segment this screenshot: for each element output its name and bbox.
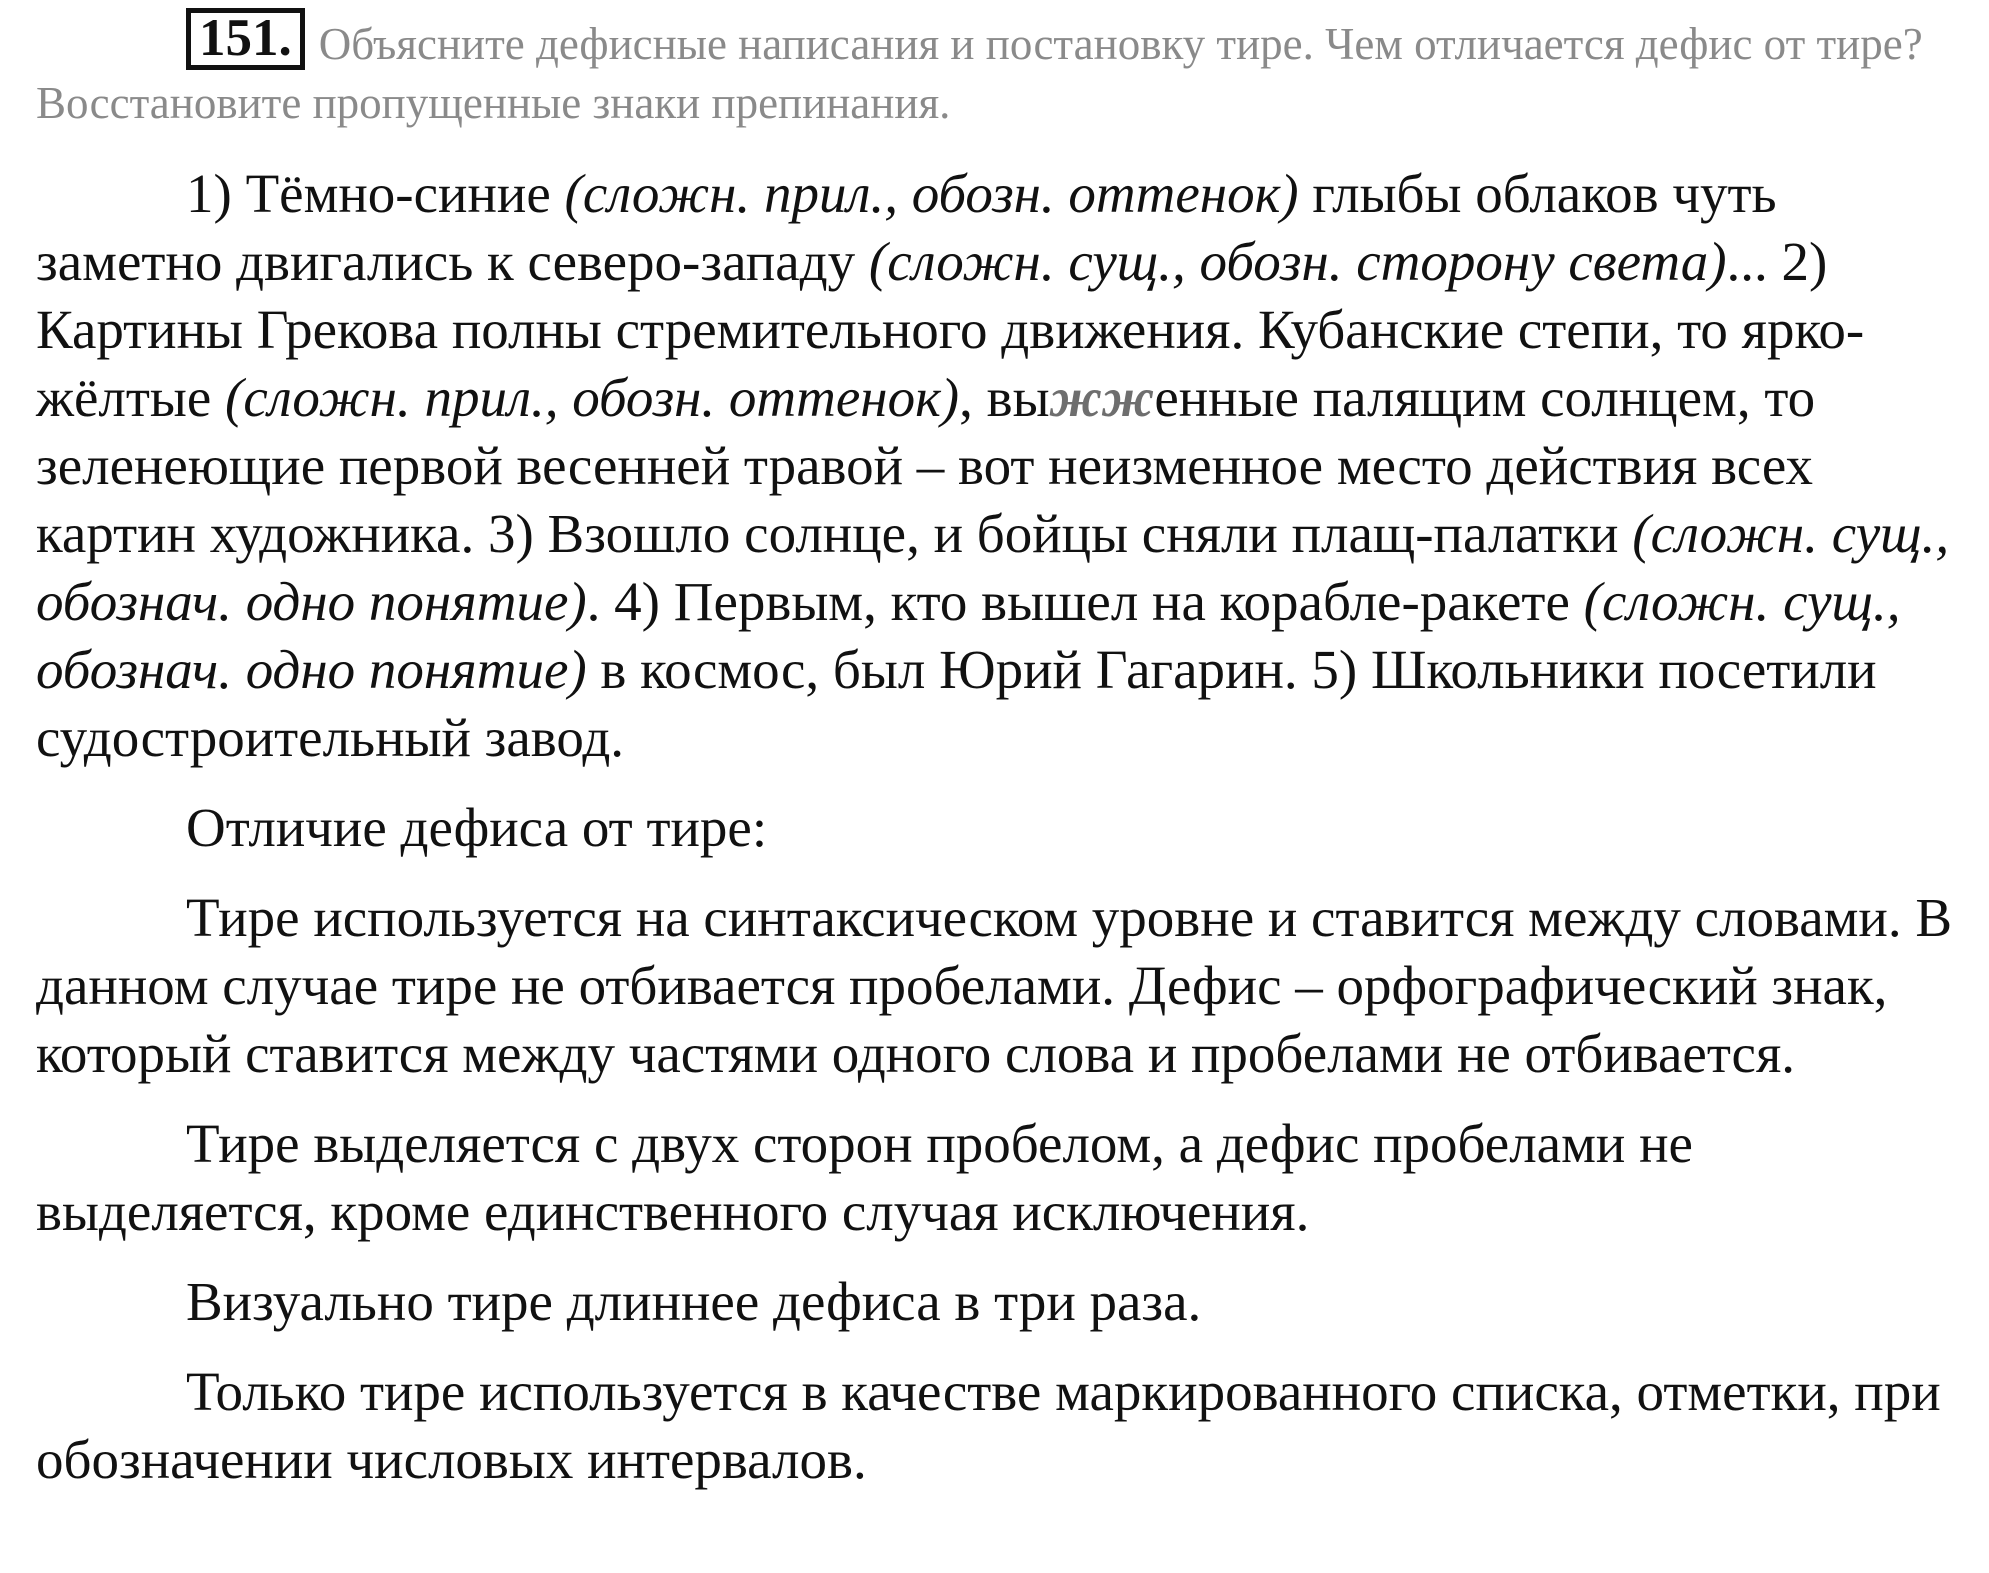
grammar-note: (сложн. сущ., обознач. одно понятие) — [36, 503, 1950, 632]
answer-paragraph-1: Тире используется на синтаксическом уровне и ставится между словами. В данном случае тире не отбивается пробелами. Дефис – орфографический знак, который ставится между частями одного слова и пробелами не отбивается. — [36, 887, 1953, 1084]
grammar-note: (сложн. прил., обозн. оттенок) — [564, 163, 1299, 224]
exercise-segment: , вы — [959, 367, 1050, 428]
task-number: 151. — [186, 8, 305, 70]
highlighted-letters: жж — [1049, 367, 1155, 428]
exercise-segment: 1) Тёмно-синие — [186, 163, 565, 224]
answer-paragraph-3: Визуально тире длиннее дефиса в три раза. — [186, 1271, 1202, 1332]
task-header — [36, 8, 1966, 133]
answer-paragraph-2: Тире выделяется с двух сторон пробелом, а дефис пробелами не выделяется, кроме единственного случая исключения. — [36, 1113, 1693, 1242]
answer-paragraph-4: Только тире используется в качестве маркированного списка, отметки, при обозначении числовых интервалов. — [36, 1361, 1941, 1490]
exercise-segment: глыбы облаков чуть заметно двигались к северо-западу — [36, 163, 1777, 292]
grammar-note: (сложн. сущ., обознач. одно понятие) — [36, 571, 1901, 700]
task-content — [36, 160, 1961, 1516]
answer-heading: Отличие дефиса от тире: — [186, 797, 768, 858]
grammar-note: (сложн. прил., обозн. оттенок) — [225, 367, 960, 428]
exercise-segment: ... 2) Картины Грекова полны стремительного движения. Кубанские степи, то ярко-жёлтые — [36, 231, 1865, 428]
grammar-note: (сложн. сущ., обозн. сторону света) — [868, 231, 1727, 292]
task-instruction: Объясните дефисные написания и постановку тире. Чем отличается дефис от тире? Восстановите пропущенные знаки препинания. — [36, 19, 1923, 128]
exercise-segment: енные палящим солнцем, то зеленеющие первой весенней травой – вот неизменное место действия всех картин художника. 3) Взошло солнце, и бойцы сняли плащ-палатки — [36, 367, 1816, 564]
exercise-segment: . 4) Первым, кто вышел на корабле-ракете — [586, 571, 1584, 632]
exercise-text — [36, 160, 1961, 772]
exercise-segment: в космос, был Юрий Гагарин. 5) Школьники посетили судостроительный завод. — [36, 639, 1877, 768]
